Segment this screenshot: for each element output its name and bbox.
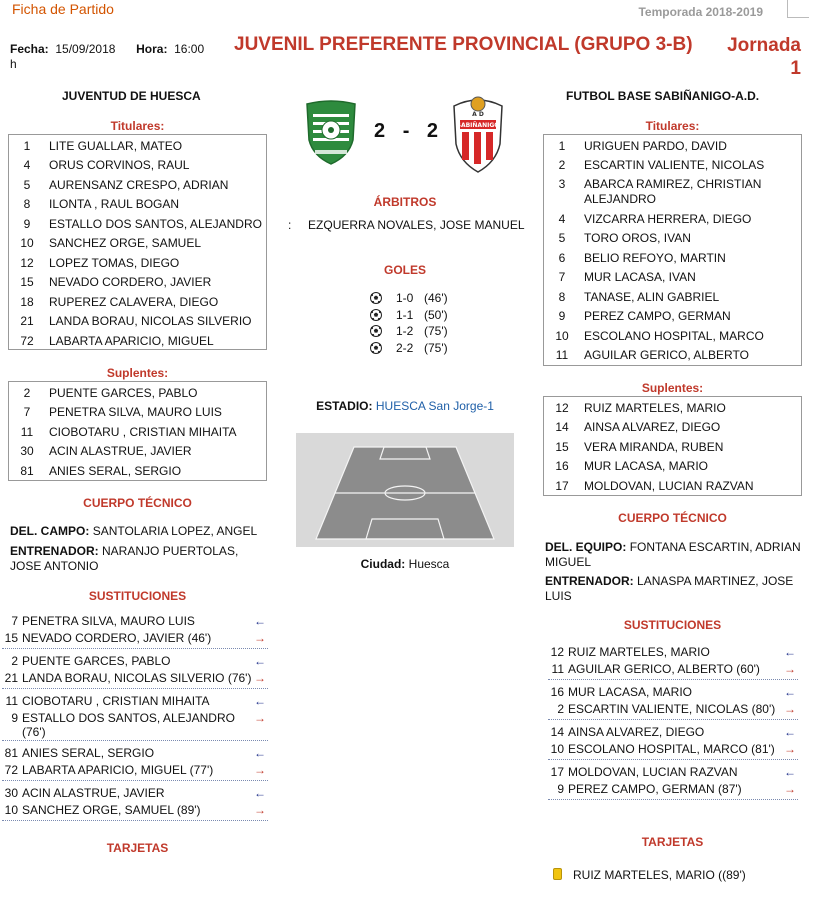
- sub-out-number: 10: [4, 803, 18, 817]
- arrow-right-icon: →: [784, 782, 796, 796]
- player-number: 12: [555, 400, 569, 415]
- fecha-value: 15/09/2018: [55, 42, 116, 56]
- referee-prefix: :: [288, 218, 292, 232]
- player-name: ILONTA , RAUL BOGAN: [49, 197, 180, 212]
- away-substitution: [548, 723, 798, 760]
- goal-minute: (75'): [424, 340, 448, 355]
- sub-in-number: 30: [4, 786, 18, 800]
- player-number: 11: [555, 348, 569, 363]
- city-label: Ciudad:: [360, 557, 406, 571]
- referee-name: EZQUERRA NOVALES, JOSE MANUEL: [308, 218, 525, 232]
- home-team-name: JUVENTUD DE HUESCA: [62, 89, 201, 103]
- sub-in-row: [2, 613, 268, 630]
- home-starters-row[interactable]: [9, 273, 266, 293]
- arrow-left-icon: ←: [254, 786, 266, 800]
- player-name: AINSA ALVAREZ, DIEGO: [584, 420, 721, 435]
- jornada-number: 1: [790, 58, 801, 79]
- home-starters-row[interactable]: [9, 331, 266, 351]
- home-score: 2: [374, 120, 388, 142]
- sub-in-name: PENETRA SILVA, MAURO LUIS: [22, 614, 195, 628]
- away-crest-icon: [448, 92, 508, 177]
- goal-row: [370, 323, 462, 340]
- sub-in-name: AINSA ALVAREZ, DIEGO: [568, 725, 705, 739]
- sub-out-row: [2, 710, 268, 739]
- home-crest-icon: [303, 100, 359, 169]
- home-starters-row[interactable]: [9, 292, 266, 312]
- goal-row: [370, 307, 462, 324]
- sub-in-row: [548, 684, 798, 701]
- away-crest-text: SABIÑANIGO: [456, 122, 500, 129]
- player-number: 15: [20, 275, 34, 290]
- away-bench-title: Suplentes:: [641, 381, 704, 395]
- score: [374, 120, 440, 143]
- hora-suffix: h: [10, 57, 17, 71]
- player-number: 72: [20, 333, 34, 348]
- sub-out-row: [548, 701, 798, 718]
- away-staff-line-1: [545, 540, 807, 570]
- goal-row: [370, 340, 462, 357]
- away-starters-row[interactable]: [544, 136, 801, 156]
- away-starters-row[interactable]: [544, 307, 801, 327]
- player-name: LITE GUALLAR, MATEO: [49, 138, 183, 153]
- player-number: 21: [20, 314, 34, 329]
- home-substitution: [2, 652, 268, 689]
- arrow-left-icon: ←: [784, 725, 796, 739]
- sub-in-row: [2, 693, 268, 710]
- player-number: 5: [23, 177, 31, 192]
- sub-out-row: [2, 630, 268, 647]
- arrow-right-icon: →: [784, 662, 796, 676]
- home-starters-row[interactable]: [9, 312, 266, 332]
- arrow-right-icon: →: [254, 763, 266, 777]
- player-number: 16: [555, 459, 569, 474]
- city-value: Huesca: [408, 557, 450, 571]
- home-substitution: [2, 784, 268, 821]
- away-starters-row[interactable]: [544, 346, 801, 366]
- home-staff-role-2: ENTRENADOR:: [10, 544, 99, 558]
- sub-in-number: 11: [5, 694, 18, 708]
- sub-out-row: [548, 781, 798, 798]
- home-substitution: [2, 612, 268, 649]
- soccer-ball-icon: [370, 309, 382, 321]
- arrow-left-icon: ←: [254, 654, 266, 668]
- player-name: BELIO REFOYO, MARTIN: [584, 250, 726, 265]
- away-card-player: RUIZ MARTELES, MARIO ((89'): [573, 868, 746, 882]
- away-starters-row[interactable]: [544, 326, 801, 346]
- soccer-ball-icon: [370, 325, 382, 337]
- sub-out-row: [548, 741, 798, 758]
- sub-out-number: 9: [11, 711, 18, 725]
- player-number: 17: [555, 478, 569, 493]
- home-staff-line-1: [10, 524, 272, 539]
- home-starters-list: [8, 134, 267, 350]
- player-name: AURENSANZ CRESPO, ADRIAN: [49, 177, 229, 192]
- player-name: CIOBOTARU , CRISTIAN MIHAITA: [49, 424, 237, 439]
- away-bench-row[interactable]: [544, 476, 801, 496]
- player-number: 1: [558, 138, 566, 153]
- yellow-card-icon: [553, 868, 562, 880]
- score-separator: -: [402, 120, 412, 142]
- player-number: 9: [558, 309, 566, 324]
- stadium-label: ESTADIO:: [316, 399, 373, 413]
- goals-title: GOLES: [383, 263, 426, 277]
- sub-in-name: ANIES SERAL, SERGIO: [22, 746, 155, 760]
- player-number: 4: [23, 158, 31, 173]
- player-name: URIGUEN PARDO, DAVID: [584, 138, 727, 153]
- player-number: 3: [558, 177, 566, 191]
- player-name: NEVADO CORDERO, JAVIER: [49, 275, 212, 290]
- sub-out-name: LABARTA APARICIO, MIGUEL (77'): [22, 763, 214, 777]
- soccer-ball-icon: [370, 342, 382, 354]
- home-cards-title: TARJETAS: [106, 841, 169, 855]
- stadium-link[interactable]: HUESCA San Jorge-1: [375, 399, 494, 413]
- season-label: Temporada 2018-2019: [638, 5, 763, 19]
- player-name: TANASE, ALIN GABRIEL: [584, 289, 720, 304]
- sub-out-number: 9: [557, 782, 564, 796]
- home-staff-title: CUERPO TÉCNICO: [83, 496, 192, 510]
- goals-list: [370, 290, 462, 356]
- sub-out-row: [2, 762, 268, 779]
- away-subs-title: SUSTITUCIONES: [623, 618, 722, 632]
- player-number: 9: [23, 216, 31, 231]
- player-number: 30: [20, 444, 34, 459]
- player-number: 6: [558, 250, 566, 265]
- sub-in-number: 12: [550, 645, 564, 659]
- home-bench-list: [8, 381, 267, 481]
- sub-in-name: PUENTE GARCES, PABLO: [22, 654, 171, 668]
- player-name: VERA MIRANDA, RUBEN: [584, 439, 724, 454]
- sub-out-name: AGUILAR GERICO, ALBERTO (60'): [568, 662, 760, 676]
- arrow-left-icon: ←: [784, 685, 796, 699]
- player-name: MUR LACASA, IVAN: [584, 270, 696, 285]
- player-name: MUR LACASA, MARIO: [584, 459, 709, 474]
- sub-out-number: 72: [4, 763, 18, 777]
- sub-out-number: 21: [4, 671, 18, 685]
- arrow-right-icon: →: [254, 631, 266, 645]
- goal-score: 1-0: [396, 291, 414, 306]
- goal-minute: (75'): [424, 324, 448, 339]
- player-name: ACIN ALASTRUE, JAVIER: [49, 444, 192, 459]
- away-bench-row[interactable]: [544, 398, 801, 418]
- away-starters-row[interactable]: [544, 248, 801, 268]
- sub-in-number: 7: [11, 614, 18, 628]
- player-name: LABARTA APARICIO, MIGUEL: [49, 333, 214, 348]
- arrow-right-icon: →: [254, 803, 266, 817]
- away-staff-name-1: FONTANA ESCARTIN, ADRIAN MIGUEL: [545, 540, 801, 569]
- player-number: 81: [20, 463, 34, 478]
- away-staff-title: CUERPO TÉCNICO: [618, 511, 727, 525]
- sub-in-row: [548, 724, 798, 741]
- away-starters-title: Titulares:: [645, 119, 700, 133]
- jornada: [727, 34, 801, 80]
- home-starters-row[interactable]: [9, 214, 266, 234]
- player-number: 2: [558, 158, 566, 173]
- referee-line: [288, 218, 528, 232]
- player-name: PEREZ CAMPO, GERMAN: [584, 309, 731, 324]
- home-substitution: [2, 744, 268, 781]
- sub-out-number: 10: [550, 742, 564, 756]
- away-cards-title: TARJETAS: [641, 835, 704, 849]
- sub-out-name: ESCOLANO HOSPITAL, MARCO (81'): [568, 742, 775, 756]
- sub-in-name: RUIZ MARTELES, MARIO: [568, 645, 710, 659]
- player-number: 18: [20, 294, 34, 309]
- sub-in-row: [548, 764, 798, 781]
- match-meta: [10, 42, 230, 72]
- player-name: ORUS CORVINOS, RAUL: [49, 158, 190, 173]
- sub-in-name: CIOBOTARU , CRISTIAN MIHAITA: [22, 694, 210, 708]
- home-starters-row[interactable]: [9, 234, 266, 254]
- arrow-left-icon: ←: [784, 765, 796, 779]
- arrow-left-icon: ←: [254, 694, 266, 708]
- sub-out-number: 15: [4, 631, 18, 645]
- stadium-line: [296, 399, 514, 413]
- home-bench-row[interactable]: [9, 442, 266, 462]
- sub-out-row: [2, 802, 268, 819]
- player-name: LANDA BORAU, NICOLAS SILVERIO: [49, 314, 252, 329]
- player-number: 2: [23, 385, 31, 400]
- sub-out-number: 11: [551, 662, 564, 676]
- arrow-left-icon: ←: [254, 746, 266, 760]
- sub-out-row: [2, 670, 268, 687]
- arrow-right-icon: →: [254, 671, 266, 685]
- sub-out-name: LANDA BORAU, NICOLAS SILVERIO (76'): [22, 671, 252, 685]
- home-staff-line-2: [10, 544, 272, 574]
- away-staff-role-2: ENTRENADOR:: [545, 574, 634, 588]
- sub-in-name: MUR LACASA, MARIO: [568, 685, 693, 699]
- home-bench-row[interactable]: [9, 383, 266, 403]
- away-starters-row[interactable]: [544, 156, 801, 176]
- sub-in-row: [2, 653, 268, 670]
- arrow-right-icon: →: [784, 702, 796, 716]
- home-staff-name-2: NARANJO PUERTOLAS, JOSE ANTONIO: [10, 544, 239, 573]
- away-starters-row[interactable]: [544, 209, 801, 229]
- arrow-right-icon: →: [784, 742, 796, 756]
- goal-score: 1-2: [396, 324, 414, 339]
- player-name: MOLDOVAN, LUCIAN RAZVAN: [584, 478, 754, 493]
- home-subs-title: SUSTITUCIONES: [88, 589, 187, 603]
- away-subs-list: [548, 643, 798, 803]
- player-number: 5: [558, 231, 566, 246]
- away-crest-letters: A D: [472, 111, 484, 118]
- away-substitution: [548, 643, 798, 680]
- away-staff-name-2: LANASPA MARTINEZ, JOSE LUIS: [545, 574, 794, 603]
- home-starters-row[interactable]: [9, 156, 266, 176]
- sub-in-name: ACIN ALASTRUE, JAVIER: [22, 786, 165, 800]
- player-number: 14: [555, 420, 569, 435]
- soccer-ball-icon: [370, 292, 382, 304]
- corner-decoration: [787, 0, 809, 18]
- away-starters-list: [543, 134, 802, 366]
- away-starters-row[interactable]: [544, 268, 801, 288]
- player-number: 7: [23, 405, 31, 420]
- home-starters-title: Titulares:: [110, 119, 165, 133]
- goal-row: [370, 290, 462, 307]
- home-staff-name-1: SANTOLARIA LOPEZ, ANGEL: [92, 524, 258, 538]
- sub-in-row: [548, 644, 798, 661]
- city-line: [296, 557, 514, 571]
- sub-in-number: 17: [550, 765, 564, 779]
- sub-in-row: [2, 745, 268, 762]
- player-number: 15: [555, 439, 569, 454]
- player-number: 1: [23, 138, 31, 153]
- player-number: 10: [555, 328, 569, 343]
- away-substitution: [548, 683, 798, 720]
- arrow-right-icon: →: [254, 711, 266, 725]
- goal-score: 1-1: [396, 307, 414, 322]
- player-name: ESCOLANO HOSPITAL, MARCO: [584, 328, 764, 343]
- away-staff-line-2: [545, 574, 807, 604]
- home-bench-row[interactable]: [9, 422, 266, 442]
- player-name: ABARCA RAMIREZ, CHRISTIAN ALEJANDRO: [584, 177, 762, 206]
- player-name: AGUILAR GERICO, ALBERTO: [584, 348, 749, 363]
- player-name: LOPEZ TOMAS, DIEGO: [49, 255, 180, 270]
- home-bench-row[interactable]: [9, 403, 266, 423]
- player-name: PENETRA SILVA, MAURO LUIS: [49, 405, 222, 420]
- away-starters-row[interactable]: [544, 175, 801, 209]
- sub-in-number: 14: [550, 725, 564, 739]
- player-number: 8: [558, 289, 566, 304]
- home-starters-row[interactable]: [9, 195, 266, 215]
- away-staff-role-1: DEL. EQUIPO:: [545, 540, 627, 554]
- sub-in-name: MOLDOVAN, LUCIAN RAZVAN: [568, 765, 738, 779]
- home-staff-role-1: DEL. CAMPO:: [10, 524, 90, 538]
- player-name: VIZCARRA HERRERA, DIEGO: [584, 211, 752, 226]
- hora-value: 16:00: [174, 42, 205, 56]
- home-bench-title: Suplentes:: [106, 366, 169, 380]
- player-number: 12: [20, 255, 34, 270]
- player-name: RUPEREZ CALAVERA, DIEGO: [49, 294, 219, 309]
- sub-in-number: 2: [11, 654, 18, 668]
- sub-out-name: SANCHEZ ORGE, SAMUEL (89'): [22, 803, 201, 817]
- jornada-label: Jornada: [727, 35, 801, 56]
- goal-minute: (46'): [424, 291, 448, 306]
- home-starters-row[interactable]: [9, 175, 266, 195]
- home-starters-row[interactable]: [9, 253, 266, 273]
- player-number: 8: [23, 197, 31, 212]
- competition-title: JUVENIL PREFERENTE PROVINCIAL (GRUPO 3-B): [234, 34, 693, 55]
- away-substitution: [548, 763, 798, 800]
- away-starters-row[interactable]: [544, 229, 801, 249]
- goal-score: 2-2: [396, 340, 414, 355]
- home-bench-row[interactable]: [9, 461, 266, 481]
- goal-minute: (50'): [424, 307, 448, 322]
- away-bench-list: [543, 396, 802, 496]
- sub-out-name: ESCARTIN VALIENTE, NICOLAS (80'): [568, 702, 776, 716]
- top-bar: [0, 0, 819, 24]
- home-substitution: [2, 692, 268, 741]
- away-team-name: FUTBOL BASE SABIÑANIGO-A.D.: [566, 89, 760, 103]
- sub-in-number: 16: [550, 685, 564, 699]
- away-bench-row[interactable]: [544, 418, 801, 438]
- fecha-label: Fecha:: [10, 42, 49, 56]
- sub-out-row: [548, 661, 798, 678]
- arrow-left-icon: ←: [254, 614, 266, 628]
- player-name: ESTALLO DOS SANTOS, ALEJANDRO: [49, 216, 262, 231]
- sub-in-row: [2, 785, 268, 802]
- player-number: 4: [558, 211, 566, 226]
- hora-label: Hora:: [136, 42, 168, 56]
- sub-out-name: NEVADO CORDERO, JAVIER (46'): [22, 631, 212, 645]
- stadium-pitch-image: [296, 433, 514, 547]
- player-name: PUENTE GARCES, PABLO: [49, 385, 198, 400]
- player-number: 10: [20, 236, 34, 251]
- home-starters-row[interactable]: [9, 136, 266, 156]
- home-subs-list: [2, 612, 268, 824]
- player-number: 7: [558, 270, 566, 285]
- sub-out-number: 2: [557, 702, 564, 716]
- away-bench-row[interactable]: [544, 457, 801, 477]
- player-number: 11: [20, 424, 34, 439]
- player-name: ANIES SERAL, SERGIO: [49, 463, 182, 478]
- away-score: 2: [426, 120, 441, 142]
- sub-out-name: ESTALLO DOS SANTOS, ALEJANDRO (76'): [22, 711, 235, 739]
- page-tab-title[interactable]: Ficha de Partido: [12, 1, 114, 17]
- player-name: ESCARTIN VALIENTE, NICOLAS: [584, 158, 765, 173]
- referees-title: ÁRBITROS: [373, 195, 437, 209]
- player-name: SANCHEZ ORGE, SAMUEL: [49, 236, 202, 251]
- player-name: TORO OROS, IVAN: [584, 231, 691, 246]
- player-name: RUIZ MARTELES, MARIO: [584, 400, 726, 415]
- sub-out-name: PEREZ CAMPO, GERMAN (87'): [568, 782, 742, 796]
- away-starters-row[interactable]: [544, 287, 801, 307]
- away-bench-row[interactable]: [544, 437, 801, 457]
- arrow-left-icon: ←: [784, 645, 796, 659]
- sub-in-number: 81: [4, 746, 18, 760]
